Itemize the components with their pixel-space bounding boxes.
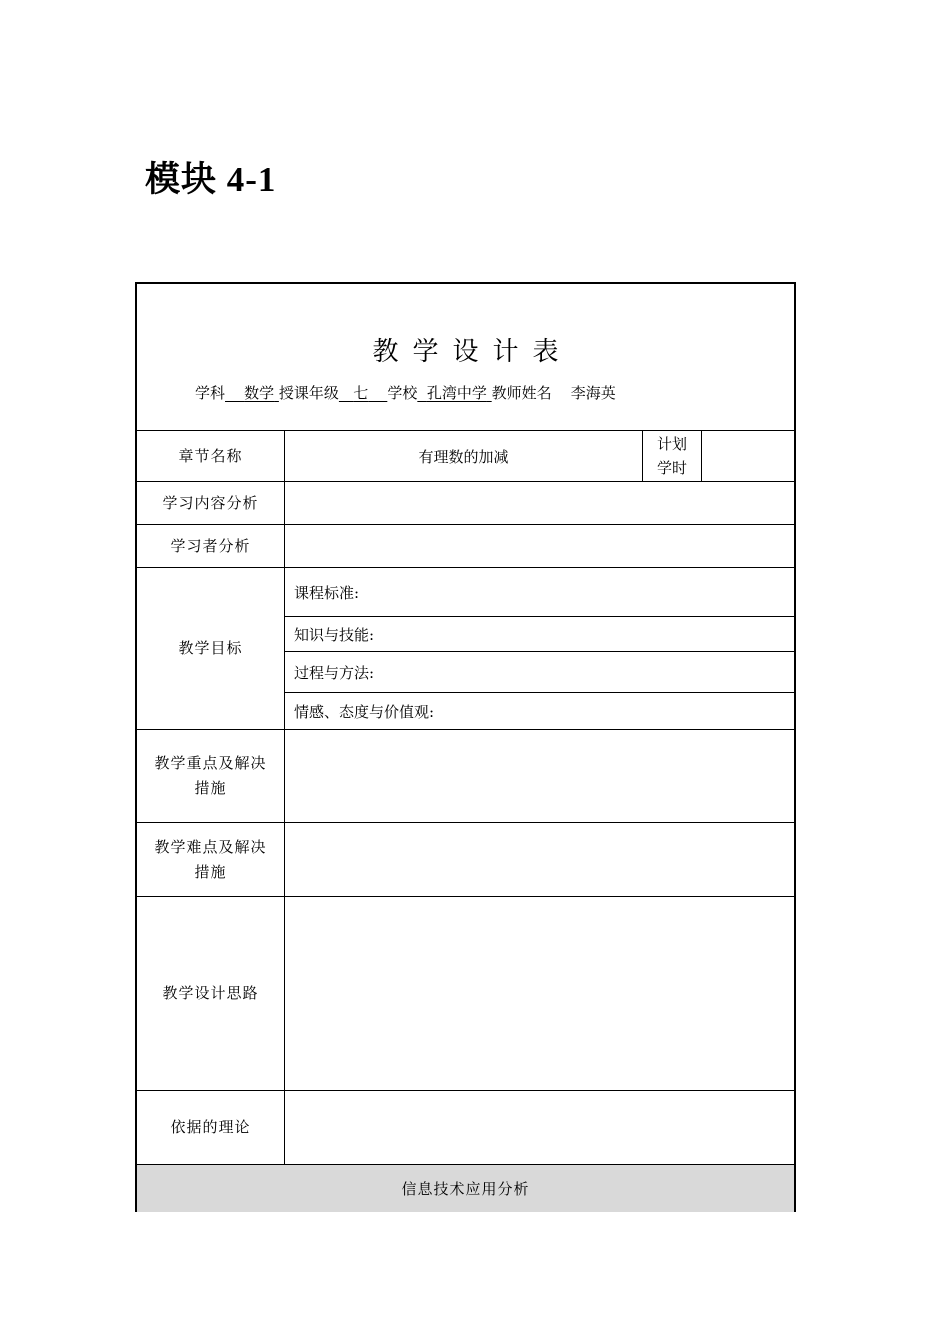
content-analysis-label: 学习内容分析: [137, 482, 285, 524]
difficulties-row: [137, 822, 794, 896]
theory-row: [137, 1090, 794, 1164]
design-idea-value: [285, 897, 794, 1090]
it-application-analysis-header: 信息技术应用分析: [137, 1164, 794, 1212]
school-value: 孔湾中学: [426, 384, 487, 402]
subject-label: 学科: [195, 384, 226, 402]
design-idea-label: 教学设计思路: [137, 897, 285, 1090]
objectives-row: [137, 567, 794, 729]
objective-attitude-values: 情感、态度与价值观:: [285, 692, 794, 730]
objective-knowledge-skills: 知识与技能:: [285, 616, 794, 651]
chapter-label: 章节名称: [137, 431, 285, 481]
chapter-value: 有理数的加减: [285, 431, 643, 481]
theory-label: 依据的理论: [137, 1091, 285, 1164]
teaching-design-form: [135, 282, 796, 1212]
objective-curriculum-standard: 课程标准:: [294, 583, 360, 602]
design-idea-row: [137, 896, 794, 1090]
theory-value: [285, 1091, 794, 1164]
form-header: [137, 284, 794, 430]
learner-analysis-value: [285, 525, 794, 567]
subject-value: 数学: [244, 384, 275, 402]
content-analysis-value: [285, 482, 794, 524]
teacher-label: 教师姓名: [491, 384, 552, 402]
planned-hours-value: [702, 431, 794, 481]
grade-value: 七: [353, 384, 369, 402]
objectives-label: 教学目标: [137, 568, 285, 729]
planned-hours-label: 计划学时: [643, 431, 702, 481]
key-points-label: 教学重点及解决措施: [137, 730, 285, 822]
form-title: 教学设计表: [372, 337, 573, 367]
difficulties-label: 教学难点及解决措施: [137, 823, 285, 896]
difficulties-value: [285, 823, 794, 896]
grade-label: 授课年级: [278, 384, 339, 402]
key-points-row: [137, 729, 794, 822]
school-label: 学校: [387, 384, 418, 402]
content-analysis-row: [137, 481, 794, 524]
key-points-value: [285, 730, 794, 822]
learner-analysis-row: [137, 524, 794, 567]
objective-process-method: 过程与方法:: [285, 651, 794, 692]
form-meta-line: [195, 382, 616, 403]
learner-analysis-label: 学习者分析: [137, 525, 285, 567]
module-title: 模块 4-1: [145, 160, 277, 199]
teacher-value: 李海英: [570, 384, 616, 402]
chapter-row: [137, 430, 794, 481]
